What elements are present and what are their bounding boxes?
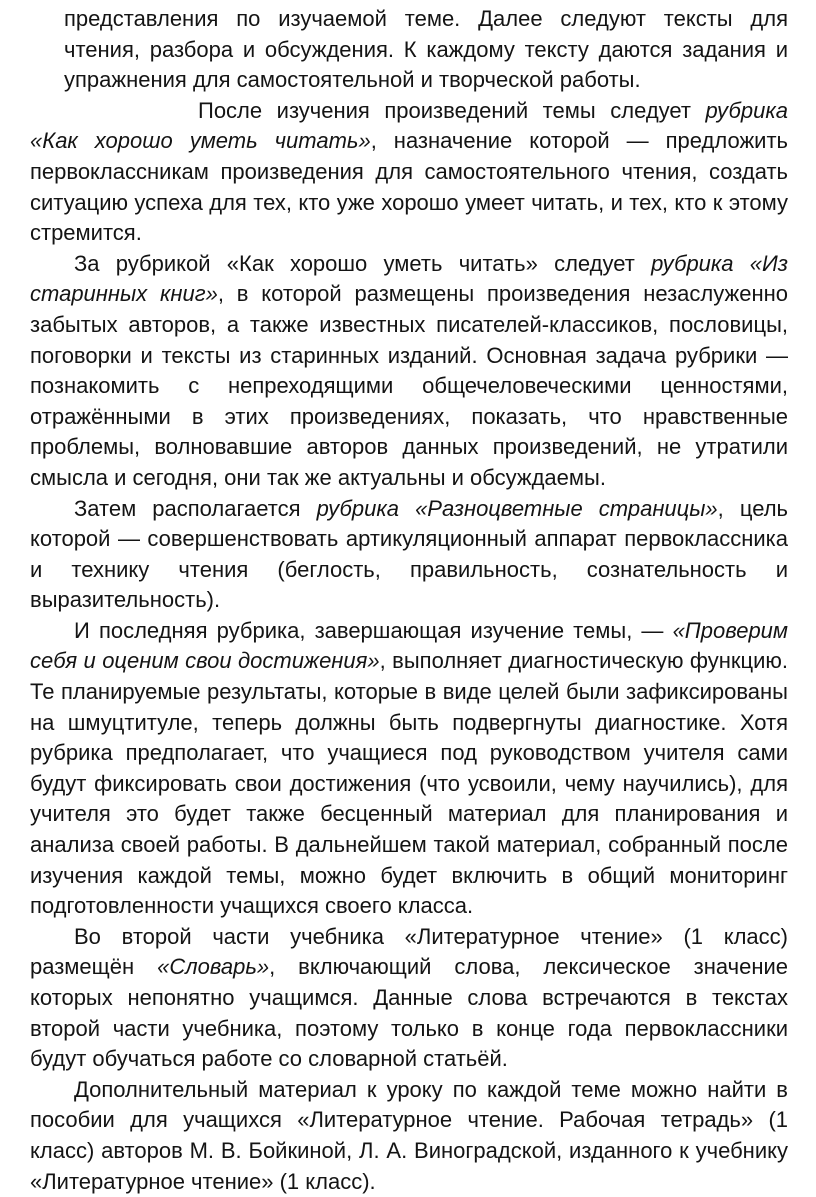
text-segment: представления по изучаемой теме. Далее следуют тексты для чтения, разбора и обсуждения. К каждому тексту даются задания и упражнения для самостоятельной и творческой работы.	[64, 6, 788, 93]
text-segment: После изучения произведений темы следует	[198, 97, 706, 123]
text-segment: И последняя рубрика, завершающая изучение темы, —	[74, 617, 673, 643]
rubric-title: рубрика «Как хорошо уметь читать»	[30, 97, 788, 154]
text-segment: , включающий слова, лексическое значение которых непонятно учащимся. Данные слова встречаются в текстах второй части учебника, поэтому только в конце года первоклассники будут обучаться работе со словарной статьёй.	[30, 954, 788, 1072]
paragraph-additional-material	[30, 1075, 788, 1197]
paragraph-rubric-colorful-pages	[30, 494, 788, 616]
rubric-title: «Проверим себя и оценим свои достижения»	[30, 617, 788, 674]
text-segment: , назначение которой — предложить первоклассникам произведения для самостоятельного чтения, создать ситуацию успеха для тех, кто уже хорошо умеет читать, и тех, кто к этому стремится.	[30, 128, 788, 246]
text-segment: Во второй части учебника «Литературное чтение» (1 класс) размещён	[30, 923, 788, 980]
text-segment: , в которой размещены произведения незаслуженно забытых авторов, а также известных писателей-классиков, пословицы, поговорки и тексты из старинных изданий. Основная задача рубрики — познакомить с непреходящими общечеловеческими ценностями, отражёнными в этих произведениях, показать, что нравственные проблемы, волновавшие авторов данных произведений, не утратили смысла и сегодня, они так же актуальны и обсуждаемы.	[30, 281, 788, 490]
rubric-title: рубрика «Разноцветные страницы»	[316, 495, 718, 521]
rubric-title: рубрика «Из старинных книг»	[30, 250, 788, 307]
text-segment: , цель которой — совершенствовать артикуляционный аппарат первоклассника и технику чтения (беглость, правильность, сознательность и выразительность).	[30, 495, 788, 613]
text-segment: Затем располагается	[74, 495, 317, 521]
text-segment: За рубрикой «Как хорошо уметь читать» следует	[74, 250, 652, 276]
paragraph-intro-continuation	[64, 4, 788, 96]
paragraph-rubric-check-yourself	[30, 616, 788, 922]
paragraph-rubric-old-books	[30, 249, 788, 494]
rubric-title: «Словарь»	[157, 954, 270, 980]
paragraph-rubric-how-to-read	[30, 96, 788, 249]
text-segment: Дополнительный материал к уроку по каждой теме можно найти в пособии для учащихся «Литературное чтение. Рабочая тетрадь» (1 класс) авторов М. В. Бойкиной, Л. А. Виноградской, изданного к учебнику «Литературное чтение» (1 класс).	[30, 1076, 788, 1194]
text-segment: , выполняет диагностическую функцию. Те планируемые результаты, которые в виде целей были зафиксированы на шмуцтитуле, теперь должны быть подвергнуты диагностике. Хотя рубрика предполагает, что учащиеся под руководством учителя сами будут фиксировать свои достижения (что усвоили, чему научились), для учителя это будет также бесценный материал для планирования и анализа своей работы. В дальнейшем такой материал, собранный после изучения каждой темы, можно будет включить в общий мониторинг подготовленности учащихся своего класса.	[30, 648, 788, 919]
paragraph-dictionary	[30, 922, 788, 1075]
